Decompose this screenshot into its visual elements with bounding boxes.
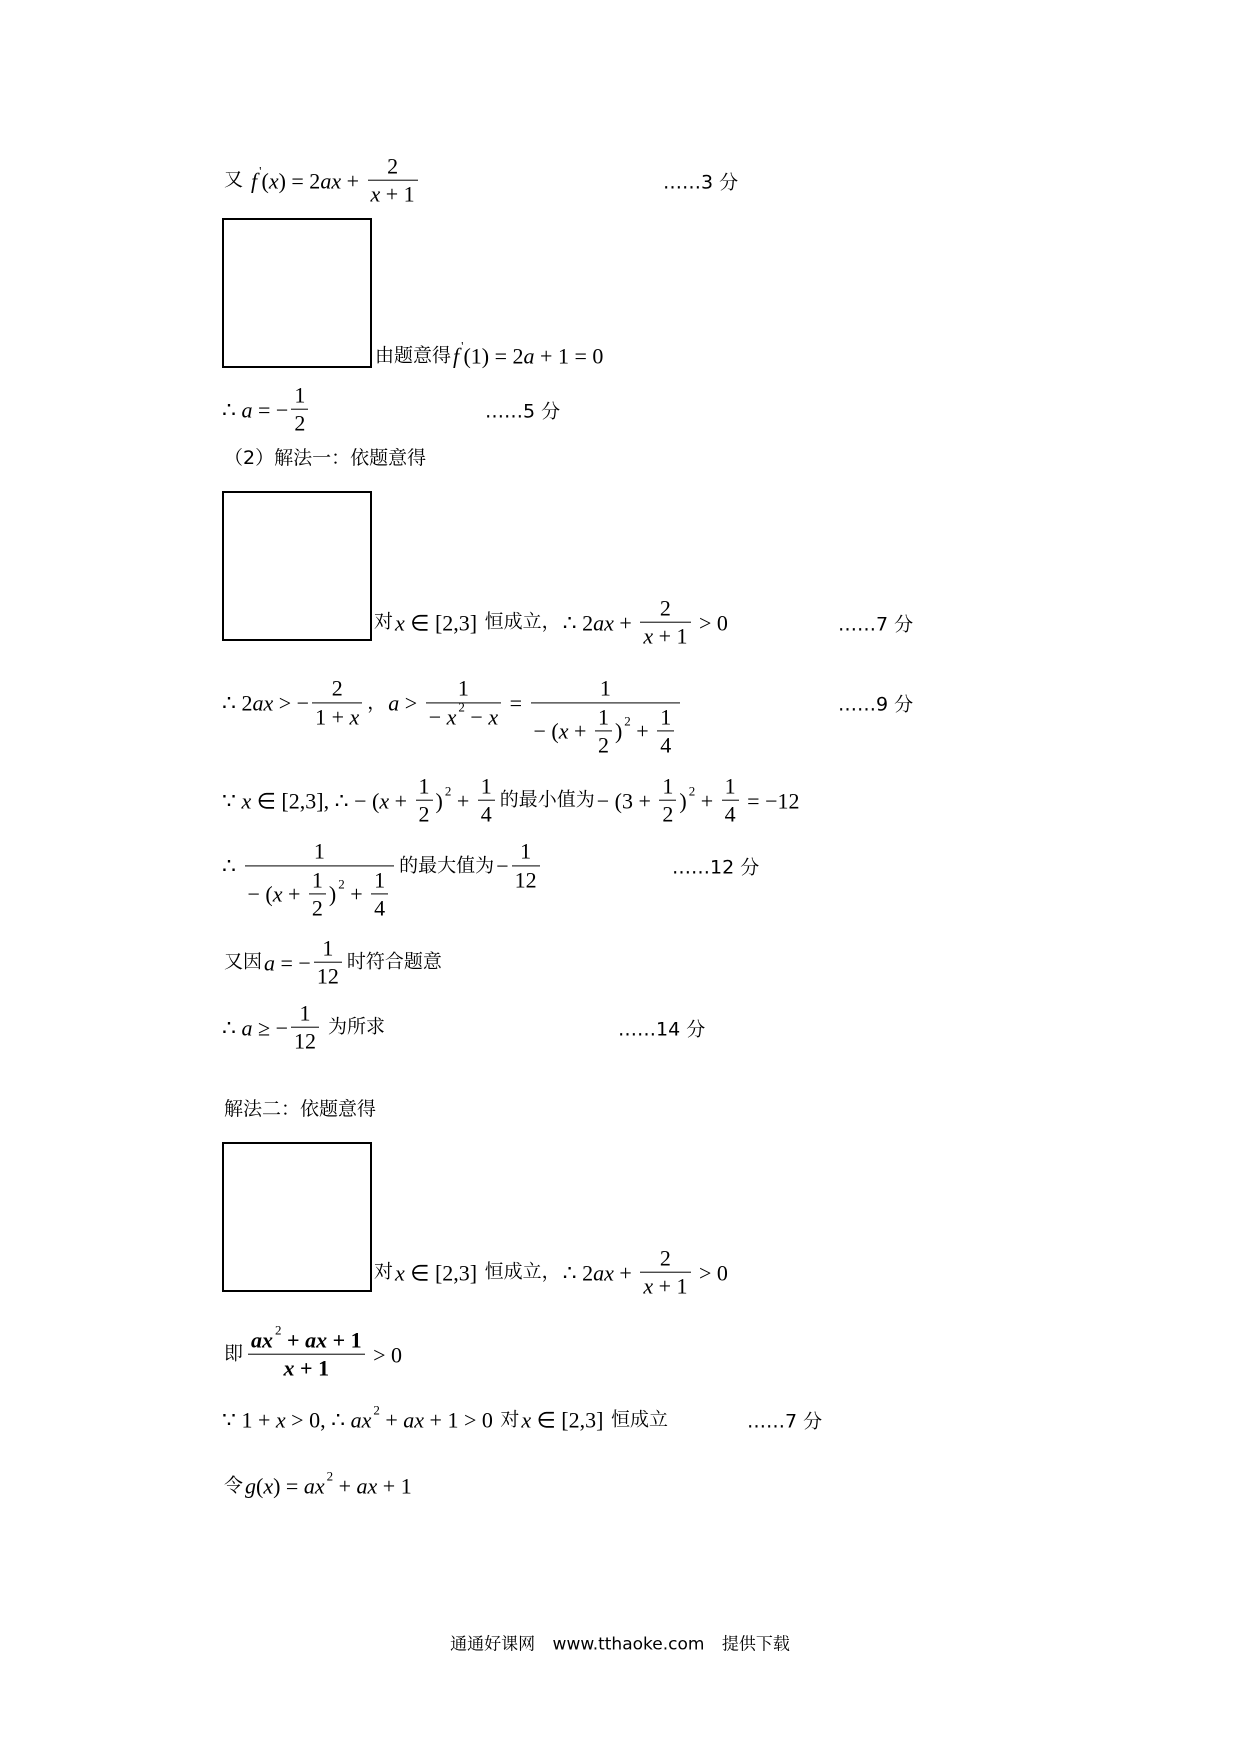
chinese-text: 由题意得 bbox=[375, 344, 452, 367]
math-variable: x bbox=[283, 1356, 295, 1381]
footer-site-name: 通通好课网 bbox=[450, 1634, 536, 1655]
math-variable: ax bbox=[252, 690, 274, 716]
fraction-numerator bbox=[657, 704, 674, 731]
fraction-numerator bbox=[416, 774, 433, 801]
math-text: + bbox=[281, 1327, 306, 1353]
math-variable: f bbox=[251, 168, 258, 194]
chinese-text: 为所求 bbox=[327, 1016, 385, 1039]
math-variable: x bbox=[263, 1473, 274, 1499]
fraction-denominator bbox=[659, 801, 676, 827]
math-text: 4 bbox=[724, 802, 736, 827]
fraction-numerator bbox=[531, 676, 681, 703]
fraction-numerator bbox=[640, 596, 690, 623]
chinese-text: 的最大值为 bbox=[399, 854, 495, 877]
math-text: > 0 bbox=[693, 1260, 728, 1286]
fraction bbox=[657, 704, 674, 759]
line-inequality bbox=[372, 596, 728, 651]
math-text: > − bbox=[273, 690, 310, 716]
math-text: + 1 bbox=[380, 182, 415, 207]
math-text: 1 bbox=[724, 773, 736, 799]
math-variable: g bbox=[245, 1473, 257, 1499]
score-points: ……5 分 bbox=[485, 400, 561, 423]
math-text: > 0, ∴ bbox=[285, 1407, 351, 1433]
math-text: 2 bbox=[662, 802, 674, 827]
line-define-g bbox=[222, 1468, 412, 1499]
math-text: + bbox=[568, 718, 592, 744]
fraction-denominator bbox=[531, 703, 681, 759]
math-text: − bbox=[464, 704, 489, 729]
section-heading-method-one bbox=[222, 448, 428, 470]
math-text: 1 bbox=[313, 838, 325, 864]
math-text: + bbox=[613, 1260, 638, 1286]
fraction-numerator bbox=[291, 383, 308, 410]
math-text: − (3 + bbox=[596, 788, 657, 814]
math-text: + 1 bbox=[377, 1473, 412, 1499]
superscript: ' bbox=[461, 338, 464, 354]
math-text: ( bbox=[261, 168, 269, 194]
fraction-denominator bbox=[312, 703, 362, 729]
math-text: > 0 bbox=[693, 610, 728, 636]
math-text: − ( bbox=[533, 718, 559, 744]
math-text: ( bbox=[256, 1473, 264, 1499]
math-text: 1 bbox=[480, 773, 492, 799]
math-text: 2 bbox=[387, 153, 399, 179]
math-variable: ax bbox=[593, 610, 614, 636]
chinese-text: 恒成立， bbox=[484, 1261, 561, 1284]
math-variable: ax bbox=[320, 168, 342, 194]
chinese-text: 对 bbox=[374, 1261, 394, 1284]
footer-download-text: 提供下载 bbox=[721, 1634, 790, 1655]
math-text: ) bbox=[328, 881, 337, 907]
math-text: 2 bbox=[659, 595, 671, 621]
score-points: ……9 分 bbox=[838, 693, 914, 716]
math-text: + bbox=[451, 788, 475, 814]
math-text: ∵ bbox=[222, 788, 242, 814]
fraction-denominator bbox=[640, 1273, 690, 1299]
fraction-denominator bbox=[595, 731, 612, 757]
math-variable: x bbox=[379, 788, 390, 814]
fraction-numerator bbox=[314, 936, 342, 963]
math-variable: ax bbox=[251, 1327, 274, 1353]
math-text: 12 bbox=[293, 1029, 316, 1054]
math-text: + 1 = 0 bbox=[534, 343, 604, 369]
math-text: 1 + bbox=[315, 704, 350, 729]
math-variable: x bbox=[370, 182, 381, 207]
math-variable: x bbox=[275, 1407, 286, 1433]
math-text: − bbox=[428, 704, 447, 729]
fraction bbox=[595, 704, 612, 759]
math-text: = bbox=[504, 690, 528, 716]
math-text: 2 bbox=[597, 732, 609, 758]
math-text: 1 bbox=[311, 867, 323, 892]
score-points: ……12 分 bbox=[672, 856, 760, 879]
math-text: + bbox=[379, 1407, 404, 1433]
fraction-denominator bbox=[309, 894, 326, 920]
math-text: 1 bbox=[418, 773, 430, 799]
score-points: ……7 分 bbox=[747, 1410, 823, 1433]
math-text: ∈ [2,3] bbox=[404, 610, 483, 636]
fraction-numerator bbox=[248, 1322, 365, 1355]
fraction-numerator bbox=[512, 839, 540, 866]
math-variable: a bbox=[388, 690, 400, 716]
fraction bbox=[309, 867, 326, 922]
fraction bbox=[291, 1001, 319, 1056]
math-text: 2 bbox=[294, 411, 306, 436]
math-text: − ( bbox=[247, 881, 273, 907]
superscript: 2 bbox=[624, 713, 631, 729]
math-text: + bbox=[695, 788, 719, 814]
fraction-numerator bbox=[312, 676, 362, 703]
math-variable: a bbox=[241, 1015, 253, 1041]
line-combined-fraction bbox=[222, 1322, 403, 1383]
superscript: 2 bbox=[326, 1468, 334, 1484]
math-text: ) bbox=[435, 788, 443, 814]
fraction bbox=[531, 647, 681, 758]
chinese-text: 又因 bbox=[224, 951, 263, 974]
math-variable: x bbox=[395, 610, 405, 636]
math-text: 1 bbox=[374, 867, 386, 892]
fraction-numerator bbox=[309, 867, 326, 894]
math-variable: x bbox=[349, 704, 360, 729]
fraction-numerator bbox=[640, 1246, 690, 1273]
math-text: ) bbox=[679, 788, 687, 814]
math-text: 1 bbox=[457, 675, 469, 701]
chinese-text: 对 bbox=[500, 1408, 520, 1431]
line-inequality-method-two bbox=[372, 1246, 728, 1301]
math-variable: x bbox=[558, 718, 569, 744]
fraction bbox=[640, 596, 690, 651]
fraction-denominator bbox=[426, 699, 501, 729]
math-text: = − bbox=[275, 950, 311, 976]
math-text: + bbox=[333, 1473, 357, 1499]
math-text: ∴ 2 bbox=[562, 610, 594, 636]
math-variable: ax bbox=[350, 1407, 372, 1433]
math-variable: x bbox=[395, 1260, 405, 1286]
math-text: ∴ bbox=[222, 1015, 242, 1041]
fraction-numerator bbox=[478, 774, 495, 801]
math-variable: a bbox=[241, 397, 253, 423]
line-check-boundary bbox=[222, 936, 444, 991]
math-text: 12 bbox=[514, 867, 537, 892]
fraction-numerator bbox=[371, 867, 388, 894]
math-text: = − bbox=[252, 397, 289, 423]
page-footer bbox=[0, 1630, 1240, 1655]
score-points: ……7 分 bbox=[838, 613, 914, 636]
math-variable: ax bbox=[593, 1260, 614, 1286]
math-text: > 0 bbox=[367, 1342, 403, 1368]
fraction-denominator bbox=[368, 181, 418, 207]
math-variable: x bbox=[521, 1407, 532, 1433]
math-text: 12 bbox=[316, 964, 339, 989]
math-variable: ax bbox=[356, 1473, 378, 1499]
chinese-text: 时符合题意 bbox=[346, 951, 442, 974]
chinese-text: （2）解法一：依题意得 bbox=[224, 447, 427, 470]
fraction-numerator bbox=[595, 704, 612, 731]
superscript: 2 bbox=[688, 783, 696, 799]
math-variable: x bbox=[446, 704, 457, 729]
math-text: ∴ bbox=[222, 853, 242, 879]
chinese-text: 的最小值为 bbox=[499, 789, 595, 812]
math-text: + 1 bbox=[653, 624, 688, 649]
fraction bbox=[312, 676, 362, 731]
math-text: ∈ [2,3] bbox=[404, 1260, 483, 1286]
fraction-denominator bbox=[291, 1028, 319, 1054]
math-text: ≥ − bbox=[252, 1015, 288, 1041]
fraction bbox=[722, 774, 739, 829]
superscript: 2 bbox=[338, 876, 345, 892]
fraction-denominator bbox=[371, 894, 388, 920]
math-text: ∴ bbox=[222, 397, 242, 423]
chinese-text: 对 bbox=[374, 611, 394, 634]
math-text: + bbox=[630, 718, 655, 744]
math-text: 2 bbox=[311, 895, 323, 921]
fraction bbox=[314, 936, 342, 991]
fraction-numerator bbox=[722, 774, 739, 801]
fraction-denominator bbox=[512, 866, 540, 892]
fraction-numerator bbox=[245, 839, 395, 866]
score-points: ……3 分 bbox=[663, 171, 739, 194]
math-text: ) bbox=[614, 718, 623, 744]
line-maximum-value bbox=[222, 810, 543, 921]
math-text: + 1 > 0 bbox=[424, 1407, 499, 1433]
math-variable: x bbox=[643, 624, 654, 649]
math-variable: ax bbox=[305, 1327, 328, 1353]
fraction-denominator bbox=[640, 623, 690, 649]
fraction bbox=[248, 1322, 365, 1383]
fraction bbox=[368, 154, 418, 209]
math-text: ∈ [2,3] bbox=[531, 1407, 609, 1433]
math-text: 2 bbox=[659, 1245, 671, 1271]
math-text: ∴ 2 bbox=[222, 690, 253, 716]
math-text: 4 bbox=[374, 895, 386, 921]
math-text: = −12 bbox=[741, 788, 800, 814]
math-text: 4 bbox=[660, 732, 672, 758]
math-variable: x bbox=[643, 1274, 654, 1299]
section-heading-method-two bbox=[222, 1099, 378, 1121]
math-text: + 1 bbox=[653, 1274, 688, 1299]
chinese-text: 恒成立， bbox=[484, 611, 561, 634]
math-text: ∵ 1 + bbox=[222, 1407, 276, 1433]
fraction-denominator bbox=[722, 801, 739, 827]
math-text: + bbox=[613, 610, 638, 636]
math-text: 1 bbox=[299, 1000, 311, 1026]
math-text: 2 bbox=[418, 802, 430, 827]
line-quadratic-condition bbox=[222, 1402, 670, 1433]
image-placeholder-box bbox=[222, 218, 372, 368]
math-text: 1 bbox=[294, 382, 306, 408]
math-text: + 1 bbox=[327, 1327, 362, 1353]
fraction-denominator bbox=[657, 731, 674, 757]
fraction-numerator bbox=[368, 154, 418, 181]
line-result-a bbox=[222, 383, 311, 438]
math-variable: x bbox=[488, 704, 499, 729]
chinese-text: 即 bbox=[224, 1343, 244, 1366]
math-text: 1 bbox=[662, 773, 674, 799]
fraction-denominator bbox=[248, 1355, 365, 1381]
fraction bbox=[512, 839, 540, 894]
math-text: − bbox=[496, 853, 509, 879]
math-text: 1 bbox=[597, 704, 609, 729]
math-variable: ax bbox=[303, 1473, 325, 1499]
line-derivative-formula bbox=[222, 154, 421, 209]
math-text: 1 bbox=[660, 704, 672, 729]
math-text: ) = 2 bbox=[278, 168, 321, 194]
math-variable: ax bbox=[403, 1407, 425, 1433]
footer-url: www.tthaoke.com bbox=[552, 1634, 705, 1655]
fraction bbox=[371, 867, 388, 922]
math-variable: f bbox=[453, 343, 460, 369]
math-text: (1) = 2 bbox=[463, 343, 524, 369]
fraction bbox=[426, 676, 501, 731]
superscript: 2 bbox=[458, 699, 465, 715]
math-text: 1 bbox=[520, 838, 532, 864]
superscript: 2 bbox=[444, 783, 452, 799]
math-text: + bbox=[344, 881, 369, 907]
math-text: + bbox=[389, 788, 413, 814]
fraction bbox=[659, 774, 676, 829]
math-text: > bbox=[399, 690, 423, 716]
math-variable: x bbox=[272, 881, 283, 907]
math-text: ∈ [2,3], ∴ − ( bbox=[251, 788, 380, 814]
superscript: ' bbox=[259, 163, 262, 179]
fraction-denominator bbox=[314, 963, 342, 989]
fraction bbox=[245, 810, 395, 921]
math-variable: a bbox=[523, 343, 535, 369]
math-text: + 1 bbox=[294, 1356, 330, 1381]
superscript: 2 bbox=[373, 1402, 380, 1418]
math-text: 4 bbox=[480, 802, 492, 827]
math-variable: x bbox=[268, 168, 279, 194]
score-points: ……14 分 bbox=[618, 1018, 706, 1041]
line-final-answer bbox=[222, 1001, 387, 1056]
image-placeholder-box bbox=[222, 491, 372, 641]
math-text: 2 bbox=[331, 675, 343, 701]
line-isolate-a bbox=[222, 647, 683, 758]
math-text: ∴ 2 bbox=[562, 1260, 594, 1286]
chinese-text: ， bbox=[367, 691, 387, 714]
math-text: ) = bbox=[273, 1473, 304, 1499]
chinese-text: 恒成立 bbox=[610, 1408, 668, 1431]
chinese-text: 解法二：依题意得 bbox=[224, 1098, 377, 1121]
fraction-denominator bbox=[291, 410, 308, 436]
fraction bbox=[291, 383, 308, 438]
fraction-numerator bbox=[659, 774, 676, 801]
fraction-denominator bbox=[245, 866, 395, 922]
chinese-text: 令 bbox=[224, 1474, 244, 1497]
math-text: 1 bbox=[599, 675, 611, 701]
math-variable: a bbox=[264, 950, 276, 976]
image-placeholder-box bbox=[222, 1142, 372, 1292]
math-text: + bbox=[341, 168, 365, 194]
math-variable: x bbox=[241, 788, 252, 814]
math-text: + bbox=[282, 881, 306, 907]
fraction-numerator bbox=[291, 1001, 319, 1028]
line-condition bbox=[373, 338, 604, 369]
math-text: 1 bbox=[322, 935, 334, 961]
chinese-text: 又 bbox=[224, 169, 244, 192]
superscript: 2 bbox=[275, 1322, 282, 1338]
fraction bbox=[640, 1246, 690, 1301]
